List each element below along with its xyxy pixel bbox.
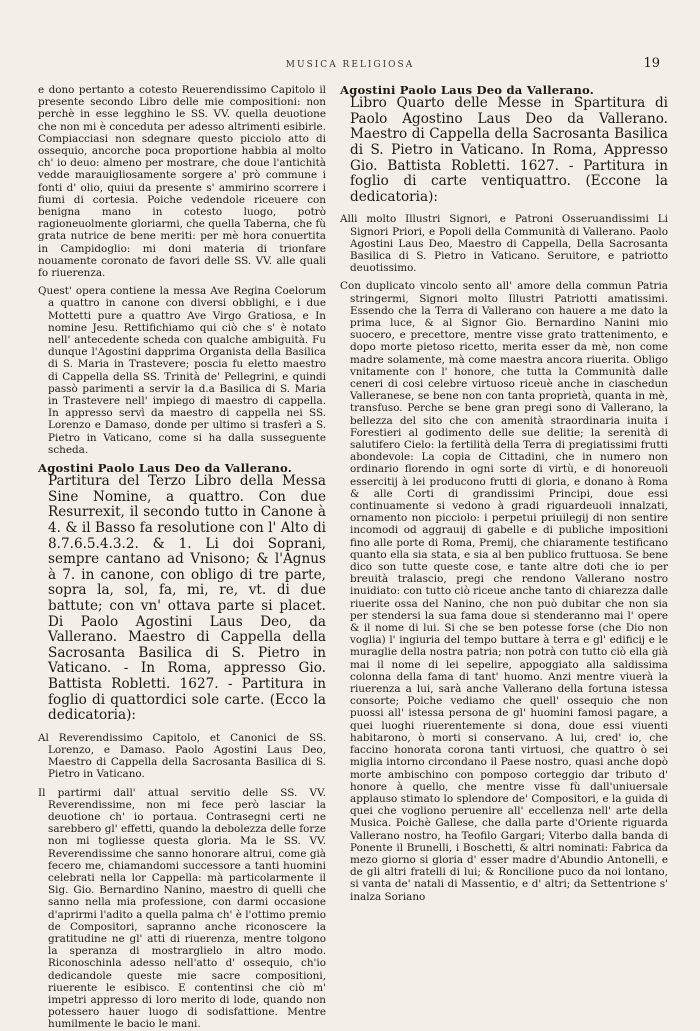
dedication-text: Il partirmi dall' attual servitio delle SS. VV. Reverendissime, non mi fece però lasciar la deuotione ch' io portaua. Contrasegni certi ne sarebbero gl' effetti, quando la debolezza delle forze non mi togliesse questa gloria. Ma le SS. VV. Reverendissime che sanno honorare altrui, come già fecero me, chiamandomi successore a tanti huomini celebrati nella lor Cappella: mà particolarmente il Sig. Gio. Bernardino Nanino, maestro di quelli che sanno nella mia professione, con darmi occasione d'aprirmi l'adito a quella palma ch' è l'ottimo premio de Compositori, sapranno anche riconoscere la gratitudine ne gl' atti di riuerenza, mentre tolgono la speranza di mostrarglielo in altro modo. Riconoschinla adesso nell'atto d' ossequio, ch'io dedicandole queste mie sacre compositioni, riuerente le esibisco. E contentinsi che ciò m' impetri appresso di loro merito di lode, quando non potessero hauer luogo di sodisfattione. Mentre humilmente le bacio le mani. xyxy=(38,786,326,1031)
right-column xyxy=(340,84,668,994)
catalog-entry-title: Agostini Paolo Laus Deo da Vallerano. xyxy=(38,461,292,476)
running-head: MUSICA RELIGIOSA xyxy=(285,60,415,70)
dedication-address: Alli molto Illustri Signori, e Patroni Osseruandissimi Li Signori Priori, e Popoli della Communità di Vallerano. Paolo Agostini Laus Deo, Maestro di Cappella, Della Sacrosanta Basilica di S. Pietro in Vaticano. Seruitore, e patriotto deuotissimo. xyxy=(340,213,668,275)
catalog-entry-body: Libro Quarto delle Messe in Spartitura di Paolo Agostino Laus Deo da Vallerano. Maestro di Cappella della Sacrosanta Basilica di S. Pietro in Vaticano. In Roma, Appresso Gio. Battista Robletti. 1627. - Partitura in foglio di carte ventiquattro. (Eccone la dedicatoria): xyxy=(350,95,668,205)
catalog-entry-body: Partitura del Terzo Libro della Messa Sine Nomine, a quattro. Con due Resurrexit, il secondo tutto in Canone à 4. & il Basso fa resolutione con l' Alto di 8.7.6.5.4.3.2. & 1. Li doi Soprani, sempre cantano ad Vnisono; & l'Agnus à 7. in canone, con obligo di tre parte, sopra la, sol, fa, mi, re, vt. di due battute; con vn' ottava parte si placet. Di Paolo Agostini Laus Deo, da Vallerano. Maestro di Cappella della Sacrosanta Basilica di S. Pietro in Vaticano. - In Roma, appresso Gio. Battista Robletti. 1627. - Partitura in foglio di quattordici sole carte. (Ecco la dedicatoria): xyxy=(48,473,326,724)
dedication-text: Con duplicato vincolo sento all' amore della commun Patria stringermi, Signori molto Illustri Patriotti amatissimi. Essendo che la Terra di Vallerano con hauere a me dato la prima luce, & al Signor Gio. Bernardino Nanini mio suocero, e precettore, mentre visse grato trattenimento, e dopo morte pietoso ricetto, merita esser da mè, non come madre solamente, mà come maestra ancora riuerita. Obligo vnitamente con l' honore, che tutta la Communità dalle ceneri di cosi celebre virtuoso riceuè anche in ciaschedun Valleranese, se bene non con tanta proprietà, quanta in mè, transfuso. Perche se bene gran pregi sono di Vallerano, la bellezza del sito che con amenità straordinaria inuita i Forestieri al godimento delle sue delitie; la serenità di salutifero Cielo: la fertilità della Terra di pregiatissimi frutti abondevole: La copia de Cittadini, che in numero non ordinario florendo in ogni sorte di virtù, e di honoreuoli essercitij à lei producono frutti di gloria, e donano à Roma & alle Corti di grandissimi Principi, doue essi continuamente si vedono à gradi riguardeuoli innalzati, ornamento non picciolo: i perpetui priuilegij di non sentire incomodi od aggrauij di gabelle e di publiche impositioni fino alle porte di Roma, Premij, che chiaramente testificano quanto ella sia stata, e sia al ben publico fruttuosa. Se bene dico son tutte queste cose, e tante altre doti che io per breuità tralascio, pregi che rendono Vallerano nostro inuidiato: con tutto ciò riceue anche tanto di chiarezza dalle riuerite ossa del Nanino, che non può dubitar che non sia per stendersi la sua fama doue si stenderanno mai l' opere & il nome di lui. Si che se ben potesse forse (che Dio non voglia) l' ingiuria del tempo buttare à terra e gl' edificij e le muraglie della nostra patria; non potrà con tutto ciò ella già mai il nome di lei sepelire, appoggiato alla saldissima colonna della fama di tant' huomo. Anzi mentre viuerà la riuerenza a lui, sarà anche Vallerano della fortuna istessa consorte; Poiche vediamo che quell' ossequio che non puossi all' istessa persona de gl' huomini famosi pagare, a quei luoghi riuerentemente si dona, doue essi viuenti habitarono, ò morti si conservano. A lui, cred' io, che faccino honorata corona tanti virtuosi, che quattro ò sei miglia intorno circondano il Paese nostro, quasi anche dopò morte ambischino con pomposo corteggio dar tributo d' honore à quello, che mentre visse fù dall'uniuersale applauso stimato lo splendore de' Compositori, e la guida di quei che vogliono peruenire all' eccellenza nell' arte della Musica. Poichè Gallese, che dalla parte d'Oriente riguarda Vallerano nostro, ha Teofilo Gargari; Viterbo dalla banda di Ponente il Brunelli, i Boschetti, & altri nominati: Fabrica da mezo giorno si gloria d' esser madre d'Abundio Antonelli, e de gli altri fratelli di lui; & Roncilione puco da noi lontano, si vanta de' natali di Massentio, e d' altri; da Settentrione s' inalza Soriano xyxy=(340,280,668,903)
dedication-address: Al Reverendissimo Capitolo, et Canonici de SS. Lorenzo, e Damaso. Paolo Agostini Laus Deo, Maestro di Cappella della Sacrosanta Basilica di S. Pietro in Vaticano. xyxy=(38,731,326,781)
page-number: 19 xyxy=(643,56,660,71)
commentary-paragraph: Quest' opera contiene la messa Ave Regina Coelorum a quattro in canone con diversi obblighi, e i due Mottetti pure a quattro Ave Virgo Gratiosa, e In nomine Jesu. Rettifichiamo qui ciò che s' è notato nell' antecedente scheda con qualche ambiguità. Fu dunque l'Agostini dapprima Organista della Basilica di S. Maria in Trastevere; poscia fu eletto maestro di Cappella della SS. Trinità de' Pellegrini, e quindi passò parimenti a servir la d.a Basilica di S. Maria in Trastevere nell' impiego di maestro di cappella. In appresso servì da maestro di cappella nei SS. Lorenzo e Damaso, donde per ultimo si trasferì a S. Pietro in Vaticano, come si ha dalla susseguente scheda. xyxy=(38,285,326,456)
dedication-continuation: e dono pertanto a cotesto Reuerendissimo Capitolo il presente secondo Libro delle mie compositioni: non perchè in esse legghino le SS. VV. quella deuotione che non mi è conceduta per adesso altrimenti esibirle. Compiacciasi non sdegnare questo picciolo atto di ossequio, ancorche poca proportione habbia al molto ch' io deuo: almeno per mostrare, che doue l'antichità vedde marauigliosamente sorgere a' prò commune i fonti d' olio, quiui da presente s' ammirino scorrere i fiumi di cortesia. Poiche vedendole riceuere con benigna mano in cotesto luogo, potrò ragioneuolmente gloriarmi, che quella Taberna, che fù grata nutrice de bene meriti: per mè hora conuertita in Campidoglio: mi doni materia di trionfare nouamente coronato de favori delle SS. VV. alle quali fo riuerenza. xyxy=(38,84,326,280)
catalog-entry-title: Agostini Paolo Laus Deo da Vallerano. xyxy=(340,83,594,97)
page-header xyxy=(36,56,664,76)
left-column xyxy=(38,84,326,1031)
